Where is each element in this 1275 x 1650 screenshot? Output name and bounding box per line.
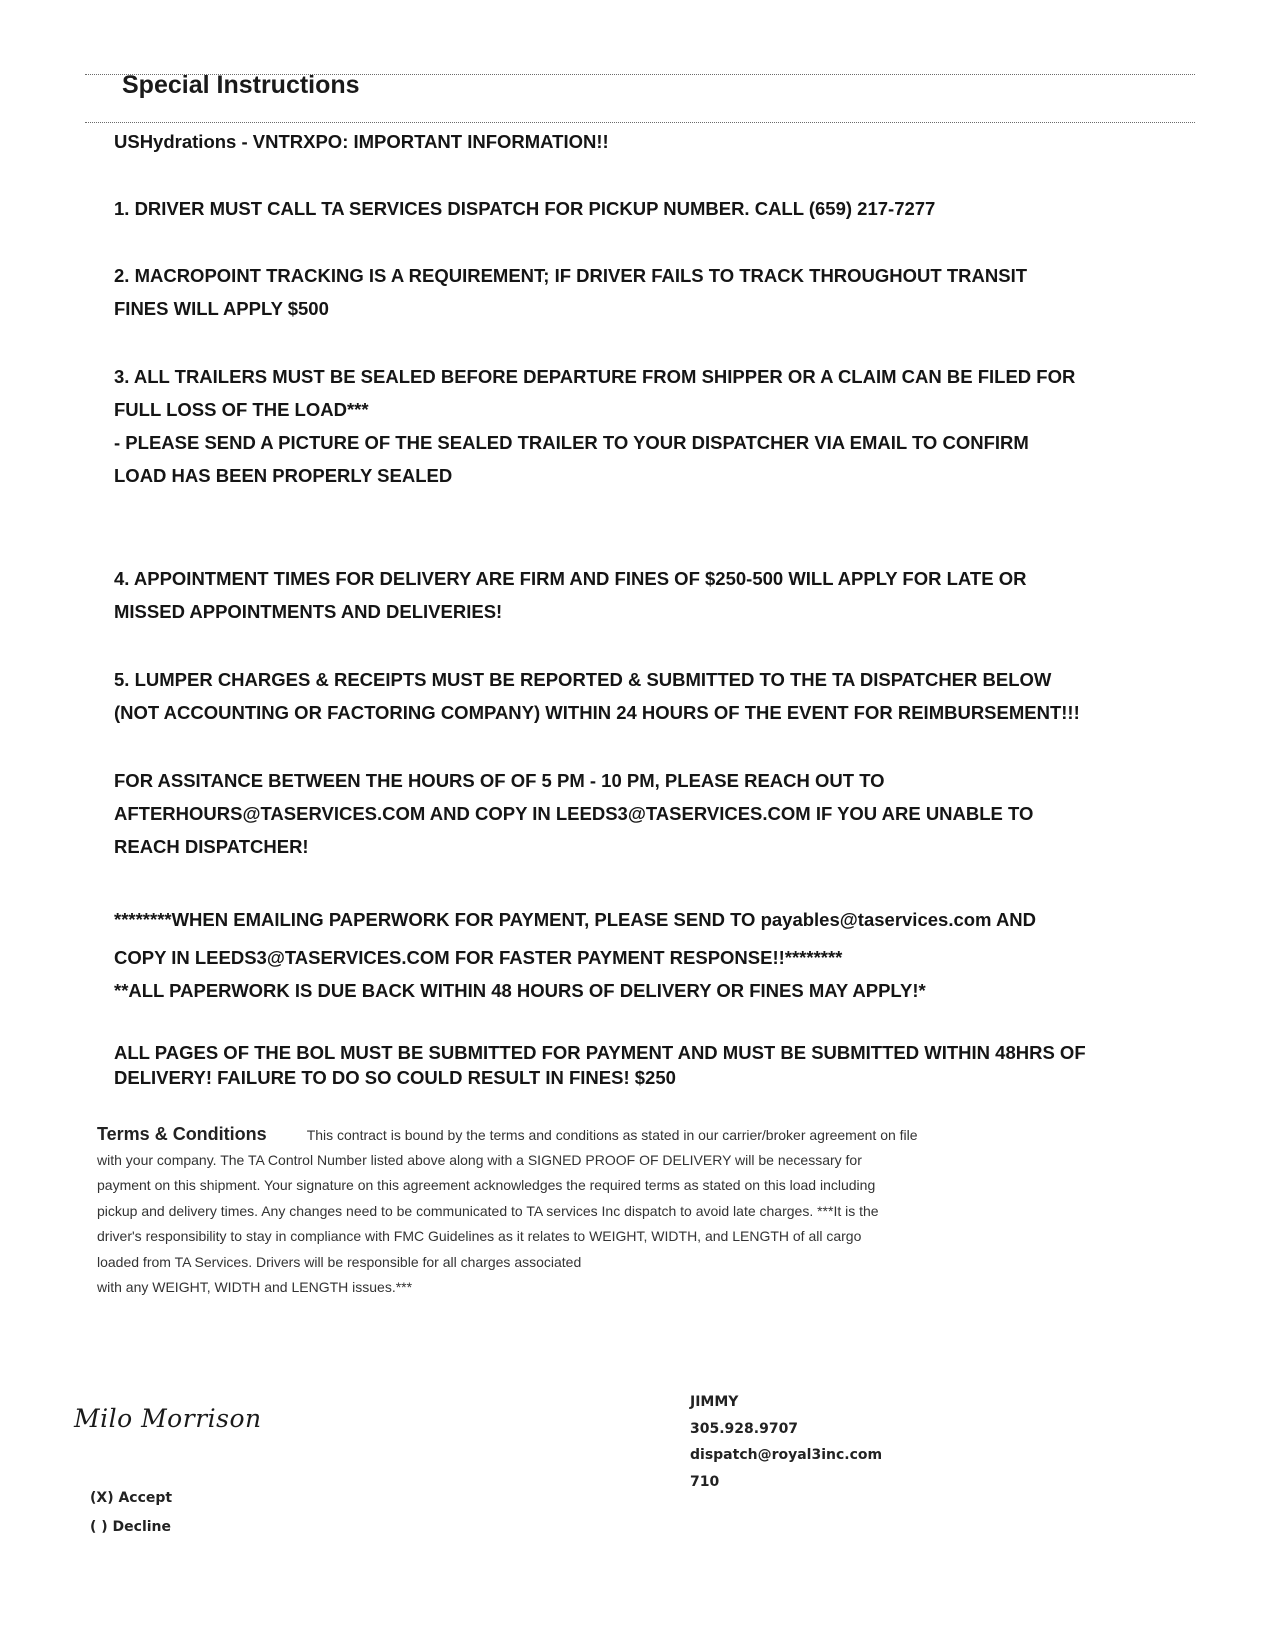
instructions-header: USHydrations - VNTRXPO: IMPORTANT INFORMATION!! bbox=[114, 131, 609, 152]
payment-note-line: COPY IN LEEDS3@TASERVICES.COM FOR FASTER PAYMENT RESPONSE!!******** bbox=[114, 947, 843, 968]
instruction-item-2-line: 2. MACROPOINT TRACKING IS A REQUIREMENT; IF DRIVER FAILS TO TRACK THROUGHOUT TRANSIT bbox=[114, 265, 1028, 286]
terms-heading: Terms & Conditions bbox=[97, 1124, 267, 1144]
instruction-item-4-line: MISSED APPOINTMENTS AND DELIVERIES! bbox=[114, 601, 503, 622]
assistance-note-line: FOR ASSITANCE BETWEEN THE HOURS OF OF 5 PM - 10 PM, PLEASE REACH OUT TO bbox=[114, 770, 885, 791]
payment-note-line: **ALL PAPERWORK IS DUE BACK WITHIN 48 HOURS OF DELIVERY OR FINES MAY APPLY!* bbox=[114, 980, 926, 1001]
instruction-item-4 bbox=[114, 562, 1194, 628]
instruction-item-1: 1. DRIVER MUST CALL TA SERVICES DISPATCH FOR PICKUP NUMBER. CALL (659) 217-7277 bbox=[114, 198, 936, 219]
instruction-item-3-line: LOAD HAS BEEN PROPERLY SEALED bbox=[114, 465, 453, 486]
driver-signature: Milo Morrison bbox=[74, 1404, 262, 1433]
payment-note bbox=[114, 899, 1194, 1007]
section-title: Special Instructions bbox=[122, 71, 360, 99]
contact-name: JIMMY bbox=[690, 1394, 739, 1410]
terms-line: payment on this shipment. Your signature on this agreement acknowledges the required terms as stated on this load including bbox=[97, 1177, 876, 1193]
instruction-item-3-line: 3. ALL TRAILERS MUST BE SEALED BEFORE DEPARTURE FROM SHIPPER OR A CLAIM CAN BE FILED FOR bbox=[114, 366, 1076, 387]
terms-and-conditions bbox=[97, 1122, 1077, 1301]
instruction-item-3 bbox=[114, 360, 1194, 492]
instruction-item-4-line: 4. APPOINTMENT TIMES FOR DELIVERY ARE FIRM AND FINES OF $250-500 WILL APPLY FOR LATE OR bbox=[114, 568, 1027, 589]
terms-line: with any WEIGHT, WIDTH and LENGTH issues.*** bbox=[97, 1279, 413, 1295]
heading-divider bbox=[85, 122, 1195, 123]
instruction-item-3-line: - PLEASE SEND A PICTURE OF THE SEALED TRAILER TO YOUR DISPATCHER VIA EMAIL TO CONFIRM bbox=[114, 432, 1029, 453]
terms-line: pickup and delivery times. Any changes need to be communicated to TA services Inc dispatch to avoid late charges. ***It is the bbox=[97, 1202, 879, 1219]
instruction-item-2 bbox=[114, 259, 1194, 325]
assistance-note bbox=[114, 764, 1194, 863]
instruction-item-2-line: FINES WILL APPLY $500 bbox=[114, 298, 329, 319]
instruction-item-3-line: FULL LOSS OF THE LOAD*** bbox=[114, 399, 369, 420]
bol-note-line: DELIVERY! FAILURE TO DO SO COULD RESULT IN FINES! $250 bbox=[114, 1067, 676, 1088]
payment-note-line: ********WHEN EMAILING PAPERWORK FOR PAYMENT, PLEASE SEND TO payables@taservices.com AND bbox=[114, 909, 1037, 930]
terms-line: loaded from TA Services. Drivers will be responsible for all charges associated bbox=[97, 1253, 582, 1270]
instruction-item-5-line: 5. LUMPER CHARGES & RECEIPTS MUST BE REPORTED & SUBMITTED TO THE TA DISPATCHER BELOW bbox=[114, 669, 1052, 690]
assistance-note-line: AFTERHOURS@TASERVICES.COM AND COPY IN LEEDS3@TASERVICES.COM IF YOU ARE UNABLE TO bbox=[114, 803, 1034, 824]
instruction-item-5-line: (NOT ACCOUNTING OR FACTORING COMPANY) WITHIN 24 HOURS OF THE EVENT FOR REIMBURSEMENT!!! bbox=[114, 702, 1080, 723]
contact-phone: 305.928.9707 bbox=[690, 1420, 799, 1437]
decline-option: ( ) Decline bbox=[90, 1519, 172, 1535]
terms-line: This contract is bound by the terms and conditions as stated in our carrier/broker agreement on file bbox=[306, 1127, 918, 1143]
contact-number: 710 bbox=[690, 1473, 720, 1490]
bol-note bbox=[114, 1040, 1194, 1090]
dispatcher-contact bbox=[690, 1389, 882, 1495]
instruction-item-5 bbox=[114, 663, 1194, 729]
accept-option: (X) Accept bbox=[90, 1490, 173, 1506]
terms-line: driver's responsibility to stay in compliance with FMC Guidelines as it relates to WEIGHT, WIDTH, and LENGTH of all cargo bbox=[97, 1228, 862, 1244]
assistance-note-line: REACH DISPATCHER! bbox=[114, 836, 309, 857]
terms-line: with your company. The TA Control Number listed above along with a SIGNED PROOF OF DELIVERY will be necessary for bbox=[97, 1151, 862, 1168]
contact-email: dispatch@royal3inc.com bbox=[690, 1447, 883, 1463]
bol-note-line: ALL PAGES OF THE BOL MUST BE SUBMITTED FOR PAYMENT AND MUST BE SUBMITTED WITHIN 48HRS OF bbox=[114, 1042, 1086, 1063]
